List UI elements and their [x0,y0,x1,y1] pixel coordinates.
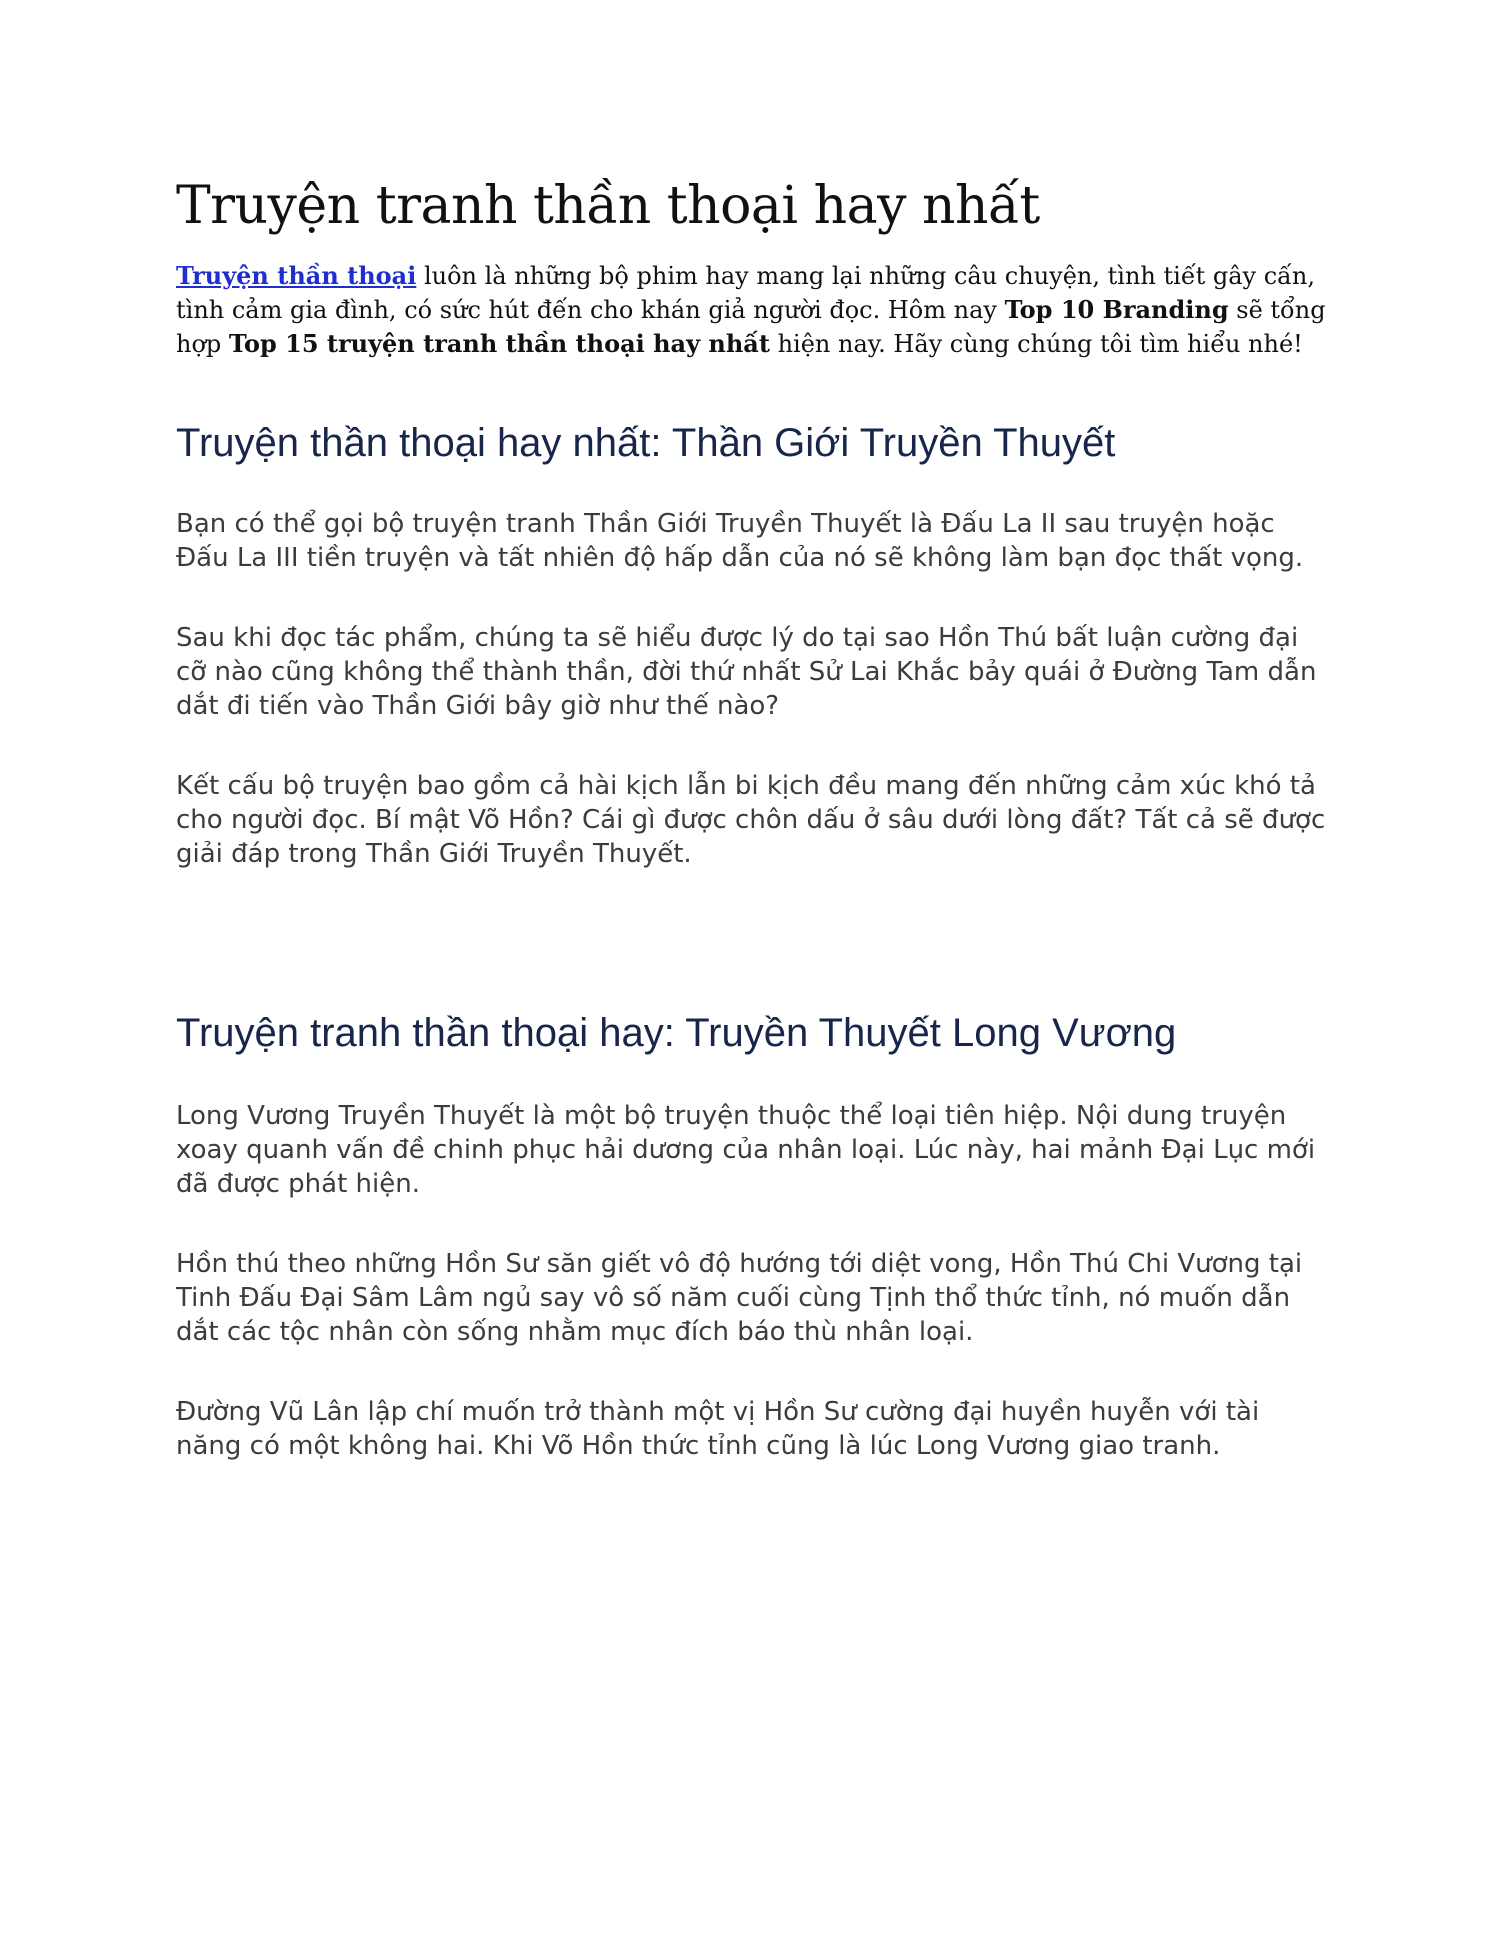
intro-paragraph [176,259,1326,361]
section-2-paragraph-3: Đường Vũ Lân lập chí muốn trở thành một vị Hồn Sư cường đại huyền huyễn với tài năng có một không hai. Khi Võ Hồn thức tỉnh cũng là lúc Long Vương giao tranh. [176,1397,1260,1461]
section-heading-long-vuong: Truyện tranh thần thoại hay: Truyền Thuyết Long Vương [176,1011,1177,1055]
intro-link[interactable]: Truyện thần thoại [176,261,417,290]
intro-text-3: hiện nay. Hãy cùng chúng tôi tìm hiểu nhé! [769,330,1303,358]
intro-bold-brand: Top 10 Branding [1004,295,1229,324]
intro-bold-topic: Top 15 truyện tranh thần thoại hay nhất [228,329,770,358]
section-2-paragraph-2: Hồn thú theo những Hồn Sư săn giết vô độ hướng tới diệt vong, Hồn Thú Chi Vương tại Tinh Đấu Đại Sâm Lâm ngủ say vô số năm cuối cùng Tịnh thổ thức tỉnh, nó muốn dẫn dắt các tộc nhân còn sống nhằm mục đích báo thù nhân loại. [176,1249,1303,1347]
section-1-paragraph-3: Kết cấu bộ truyện bao gồm cả hài kịch lẫn bi kịch đều mang đến những cảm xúc khó tả cho người đọc. Bí mật Võ Hồn? Cái gì được chôn dấu ở sâu dưới lòng đất? Tất cả sẽ được giải đáp trong Thần Giới Truyền Thuyết. [176,771,1326,869]
section-2-paragraph-1: Long Vương Truyền Thuyết là một bộ truyện thuộc thể loại tiên hiệp. Nội dung truyện xoay quanh vấn đề chinh phục hải dương của nhân loại. Lúc này, hai mảnh Đại Lục mới đã được phát hiện. [176,1101,1316,1199]
section-1-paragraph-2: Sau khi đọc tác phẩm, chúng ta sẽ hiểu được lý do tại sao Hồn Thú bất luận cường đại cỡ nào cũng không thể thành thần, đời thứ nhất Sử Lai Khắc bảy quái ở Đường Tam dẫn dắt đi tiến vào Thần Giới bây giờ như thế nào? [176,623,1317,721]
document-page [176,175,1336,1463]
section-heading-than-gioi: Truyện thần thoại hay nhất: Thần Giới Truyền Thuyết [176,421,1116,465]
document-title: Truyện tranh thần thoại hay nhất [176,176,1040,236]
intro-text-2: sẽ tổng hợp [176,296,1326,358]
intro-text-1: luôn là những bộ phim hay mang lại những câu chuyện, tình tiết gây cấn, tình cảm gia đình, có sức hút đến cho khán giả người đọc. Hôm nay [176,262,1315,324]
section-1-paragraph-1: Bạn có thể gọi bộ truyện tranh Thần Giới Truyền Thuyết là Đấu La II sau truyện hoặc Đấu La III tiền truyện và tất nhiên độ hấp dẫn của nó sẽ không làm bạn đọc thất vọng. [176,509,1304,573]
